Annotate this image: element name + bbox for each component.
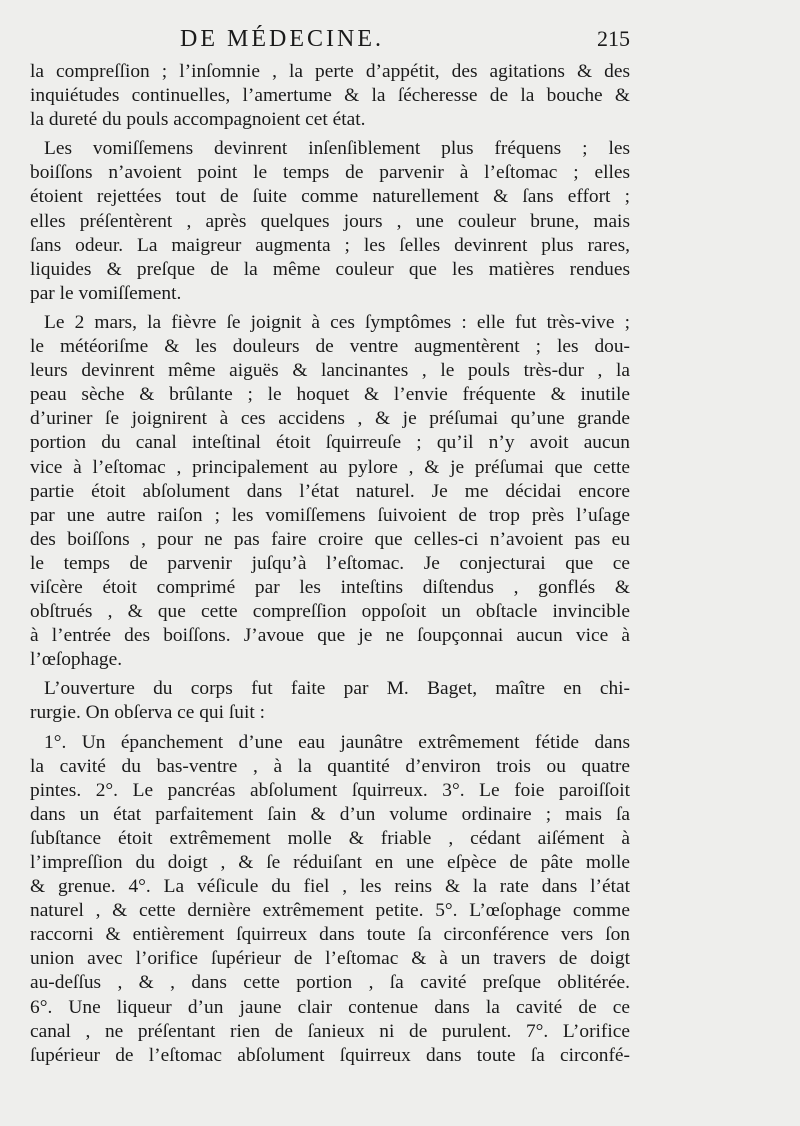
text-line: canal , ne préſentant rien de ſanieux ni de purulent. 7°. L’orifice [30,1020,630,1042]
text-line: ſans odeur. La maigreur augmenta ; les ſelles devinrent plus rares, [30,234,630,256]
text-line: liquides & preſque de la même couleur que les matières rendues [30,258,630,280]
text-line: l’œſophage. [30,649,123,671]
text-line: viſcère étoit comprimé par les inteſtins diſtendus , gonflés & [30,576,630,598]
running-title: DE MÉDECINE. [180,26,384,52]
text-line: d’uriner ſe joignirent à ces accidens , & je préſumai qu’une grande [30,408,630,430]
text-line: inquiétudes continuelles, l’amertume & la ſécheresse de la bouche & [30,85,630,107]
text-line: vice à l’eſtomac , principalement au pylore , & je préſumai que cette [30,456,630,478]
text-line: & grenue. 4°. La véſicule du fiel , les reins & la rate dans l’état [30,876,630,898]
text-line: le temps de parvenir juſqu’à l’eſtomac. Je conjecturai que ce [30,552,630,574]
text-line: raccorni & entièrement ſquirreux dans toute ſa circonférence vers ſon [30,924,630,946]
text-line: par une autre raiſon ; les vomiſſemens ſuivoient de trop près l’uſage [30,504,630,526]
text-line: ſubſtance étoit extrêmement molle & friable , cédant aiſément à [30,827,630,849]
text-line: le météoriſme & les douleurs de ventre augmentèrent ; les dou- [30,336,630,358]
text-line: partie étoit abſolument dans l’état naturel. Je me décidai encore [30,480,630,502]
text-line: par le vomiſſement. [30,282,182,304]
text-line: obſtrués , & que cette compreſſion oppoſoit un obſtacle invincible [30,601,630,623]
text-line: elles préſentèrent , après quelques jours , une couleur brune, mais [30,210,630,232]
text-line: l’impreſſion du doigt , & ſe réduiſant en une eſpèce de pâte molle [30,852,630,873]
text-line: la compreſſion ; l’inſomnie , la perte d’appétit, des agitations & des [30,61,630,82]
text-line: leurs devinrent même aiguës & lancinantes , le pouls très-dur , la [30,360,630,382]
text-line: peau sèche & brûlante ; le hoquet & l’envie fréquente & inutile [30,384,630,406]
running-header [30,26,630,56]
text-line: à l’entrée des boiſſons. J’avoue que je ne ſoupçonnai aucun vice à [30,625,630,647]
paragraph [30,731,630,1068]
paragraph [30,60,630,132]
paragraph [30,137,630,306]
text-line: 6°. Une liqueur d’un jaune clair contenue dans la cavité de ce [30,996,630,1018]
text-line: naturel , & cette dernière extrêmement petite. 5°. L’œſophage comme [30,900,630,922]
text-line: étoient rejettées tout de ſuite comme naturellement & ſans effort ; [30,186,630,208]
text-line: dans un état parfaitement ſain & d’un volume ordinaire ; mais ſa [30,803,630,825]
text-line: des boiſſons , pour ne pas faire croire que celles-ci n’avoient pas eu [30,528,630,550]
text-line: ſupérieur de l’eſtomac abſolument ſquirreux dans toute ſa circonfé- [30,1044,630,1066]
text-line: union avec l’orifice ſupérieur de l’eſtomac & à un travers de doigt [30,948,630,970]
text-line: 1°. Un épanchement d’une eau jaunâtre extrêmement fétide dans [44,731,630,753]
text-line: pintes. 2°. Le pancréas abſolument ſquirreux. 3°. Le foie paroiſſoit [30,779,630,801]
paragraph [30,677,630,725]
text-line: L’ouverture du corps fut faite par M. Baget, maître en chi- [44,678,630,700]
text-line: la dureté du pouls accompagnoient cet état. [30,109,366,131]
text-line: au-deſſus , & , dans cette portion , ſa cavité preſque oblitérée. [30,972,630,994]
text-line: Le 2 mars, la fièvre ſe joignit à ces ſymptômes : elle fut très-vive ; [44,311,630,333]
paragraph [30,311,630,672]
text-line: boiſſons n’avoient point le temps de parvenir à l’eſtomac ; elles [30,162,630,184]
text-line: la cavité du bas-ventre , à la quantité d’environ trois ou quatre [30,755,630,777]
text-line: rurgie. On obſerva ce qui ſuit : [30,702,265,724]
text-line: Les vomiſſemens devinrent inſenſiblement plus fréquens ; les [44,138,630,160]
text-line: portion du canal inteſtinal étoit ſquirreuſe ; qu’il n’y avoit aucun [30,432,630,454]
page-number: 215 [597,26,630,51]
body-text [30,60,630,1068]
